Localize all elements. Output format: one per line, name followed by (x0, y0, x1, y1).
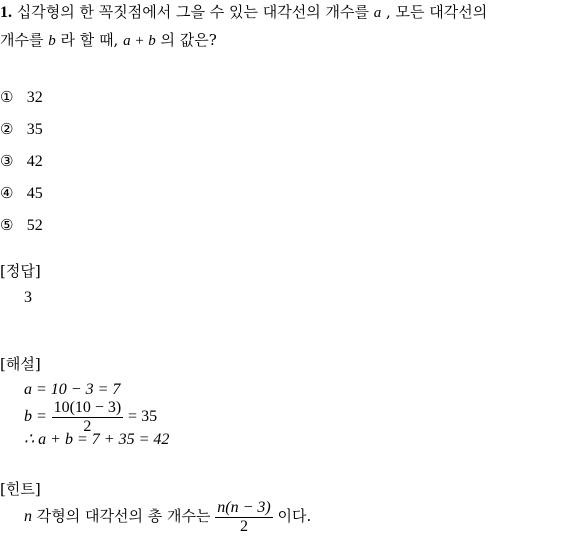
answer-value: 3 (24, 289, 32, 306)
choice-value: 32 (26, 89, 43, 106)
fraction-denominator: 2 (239, 517, 248, 535)
variable-a: a (373, 5, 382, 21)
choice-item[interactable] (0, 119, 43, 140)
solution-lhs: b = (24, 408, 47, 425)
choice-value: 42 (26, 153, 43, 170)
question-text: 십각형의 한 꼭짓점에서 그을 수 있는 대각선의 개수를 (16, 3, 369, 21)
choice-marker: ② (0, 120, 14, 138)
solution-line-1: a = 10 − 3 = 7 (24, 381, 121, 398)
hint-heading: [힌트] (0, 480, 41, 498)
choice-value: 52 (26, 217, 43, 234)
question-text: 라 할 때, (60, 31, 119, 49)
solution-line-3: ∴ a + b = 7 + 35 = 42 (24, 431, 170, 448)
solution-heading: [해설] (0, 355, 41, 373)
hint-variable-n: n (24, 508, 32, 525)
hint-text: 이다. (277, 507, 312, 525)
fraction-numerator: n(n − 3) (217, 498, 271, 516)
hint-text: 각형의 대각선의 총 개수는 (36, 507, 211, 525)
variable-b: b (48, 33, 56, 49)
choice-item[interactable] (0, 151, 43, 172)
question-line-2 (0, 30, 217, 51)
choice-marker: ⑤ (0, 216, 14, 234)
choice-item[interactable] (0, 183, 43, 204)
answer-heading: [정답] (0, 262, 41, 280)
question-line-1 (0, 2, 487, 23)
fraction-numerator: 10(10 − 3) (53, 398, 122, 416)
choice-item[interactable] (0, 87, 43, 108)
choice-marker: ① (0, 88, 14, 106)
question-text: 개수를 (0, 31, 44, 49)
question-text: 의 값은? (160, 31, 217, 49)
question-text: , 모든 대각선의 (386, 3, 488, 21)
choice-item[interactable] (0, 215, 43, 236)
solution-rhs: = 35 (128, 408, 158, 425)
choice-marker: ④ (0, 184, 14, 202)
expression: a + b (123, 33, 156, 49)
hint-line (24, 496, 311, 536)
choice-value: 35 (26, 121, 43, 138)
question-number: 1. (0, 4, 12, 21)
hint-fraction (215, 499, 272, 536)
fraction-denominator: 2 (83, 417, 92, 435)
choice-value: 45 (26, 185, 43, 202)
choice-marker: ③ (0, 152, 14, 170)
